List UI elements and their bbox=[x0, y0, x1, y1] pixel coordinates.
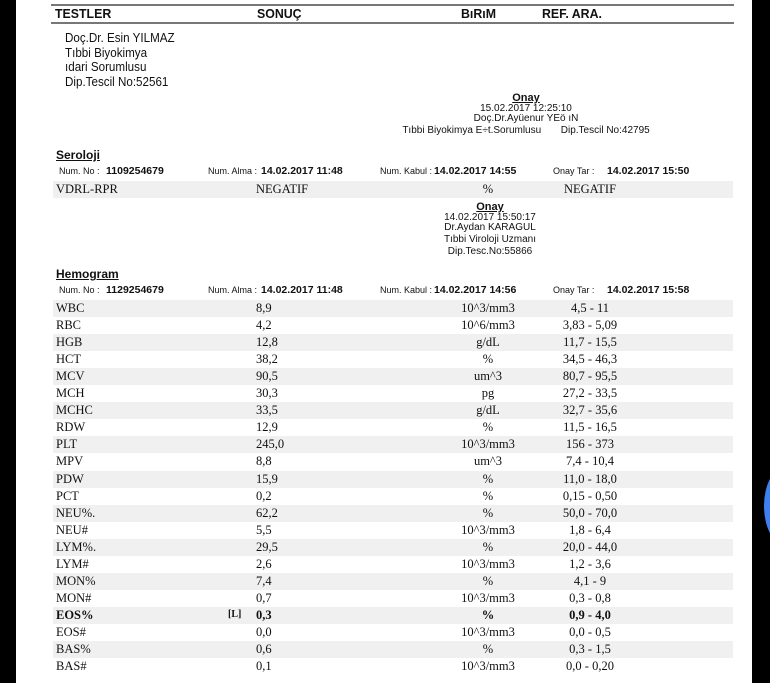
num-kabul-label: Num. Kabul : bbox=[380, 166, 433, 176]
section-title-seroloji: Seroloji bbox=[56, 148, 101, 162]
test-unit: 10^3/mm3 bbox=[461, 437, 515, 452]
test-name: HCT bbox=[56, 352, 81, 367]
test-name: LYM# bbox=[56, 556, 89, 571]
test-name: BAS# bbox=[56, 659, 87, 674]
test-result: 0,7 bbox=[256, 590, 272, 605]
approval-block-top bbox=[376, 92, 676, 136]
test-name: PCT bbox=[56, 488, 79, 503]
approval-title: Onay bbox=[476, 201, 504, 213]
table-row bbox=[53, 505, 733, 522]
test-unit: 10^3/mm3 bbox=[461, 590, 515, 605]
test-reference: 4,1 - 9 bbox=[573, 573, 607, 588]
signature-role: ıdari Sorumlusu bbox=[65, 60, 147, 74]
onay-tar-value: 14.02.2017 15:50 bbox=[607, 165, 690, 177]
test-reference: 0,9 - 4,0 bbox=[569, 607, 611, 622]
test-unit: 10^3/mm3 bbox=[461, 624, 515, 639]
approval-tescil: Dip.Tescil No:42795 bbox=[560, 125, 650, 136]
hemogram-meta bbox=[56, 285, 734, 299]
num-alma-value: 14.02.2017 11:48 bbox=[261, 165, 343, 177]
test-name: BAS% bbox=[56, 642, 91, 656]
abnormal-flag: [L] bbox=[228, 608, 242, 620]
test-reference: 1,2 - 3,6 bbox=[569, 556, 611, 571]
test-result: 38,2 bbox=[256, 352, 278, 367]
test-result: 30,3 bbox=[256, 386, 278, 401]
test-reference: 3,83 - 5,09 bbox=[562, 318, 618, 333]
signature-tescil: Dip.Tescil No:52561 bbox=[65, 74, 169, 89]
test-name: MON# bbox=[56, 590, 92, 605]
test-name: PLT bbox=[56, 437, 78, 452]
approval-role-line bbox=[376, 126, 676, 136]
approval-title: Onay bbox=[512, 92, 540, 104]
test-reference: 0,3 - 1,5 bbox=[569, 642, 611, 656]
test-name: EOS% bbox=[56, 607, 94, 622]
signature-name: Doç.Dr. Esin YILMAZ bbox=[65, 31, 175, 45]
table-row bbox=[53, 419, 733, 436]
test-reference: 50,0 - 70,0 bbox=[562, 505, 618, 520]
test-result: 0,6 bbox=[256, 642, 272, 656]
test-result: 12,8 bbox=[256, 335, 278, 350]
test-result: 0,1 bbox=[256, 659, 272, 674]
test-reference: 0,3 - 0,8 bbox=[569, 590, 611, 605]
table-row bbox=[53, 522, 733, 539]
test-unit: % bbox=[481, 607, 495, 622]
test-unit: % bbox=[482, 642, 494, 656]
test-name: MPV bbox=[56, 454, 84, 469]
test-result: 15,9 bbox=[256, 471, 278, 486]
test-name: WBC bbox=[56, 301, 85, 315]
test-reference: 32,7 - 35,6 bbox=[562, 403, 618, 418]
test-reference: 7,4 - 10,4 bbox=[566, 454, 614, 469]
test-result: 8,8 bbox=[256, 454, 272, 469]
test-result: 0,0 bbox=[256, 624, 272, 639]
column-header-reference: REF. ARA. bbox=[542, 6, 602, 21]
test-name: VDRL-RPR bbox=[56, 182, 118, 196]
test-result: 245,0 bbox=[256, 437, 285, 452]
test-unit: 10^3/mm3 bbox=[461, 659, 515, 674]
table-row bbox=[53, 471, 733, 488]
num-no-value: 1109254679 bbox=[106, 165, 164, 177]
test-reference: 11,5 - 16,5 bbox=[563, 420, 617, 435]
test-unit: % bbox=[482, 539, 494, 554]
test-reference: 4,5 - 11 bbox=[570, 301, 610, 315]
approval-tescil: Dip.Tesc.No:55866 bbox=[447, 246, 533, 257]
table-row bbox=[53, 351, 733, 368]
test-name: MCV bbox=[56, 369, 85, 384]
test-reference: 0,0 - 0,20 bbox=[566, 659, 614, 674]
test-result: 90,5 bbox=[256, 369, 278, 384]
header-bottom-rule bbox=[51, 22, 734, 24]
test-result: 29,5 bbox=[256, 539, 278, 554]
column-header-tests: TESTLER bbox=[55, 6, 112, 21]
test-result: 5,5 bbox=[256, 522, 272, 537]
table-row bbox=[53, 539, 733, 556]
table-row bbox=[53, 317, 733, 334]
onay-tar-label: Onay Tar : bbox=[553, 285, 595, 295]
table-row bbox=[53, 624, 733, 641]
test-unit: % bbox=[482, 471, 494, 486]
test-result: 12,9 bbox=[256, 420, 278, 435]
num-kabul-value: 14.02.2017 14:56 bbox=[434, 284, 517, 296]
num-no-value: 1129254679 bbox=[106, 284, 164, 296]
test-unit: um^3 bbox=[473, 454, 503, 469]
num-kabul-label: Num. Kabul : bbox=[380, 285, 433, 295]
table-row bbox=[53, 300, 733, 317]
approval-name: Doç.Dr.Ayüenur YEö ıN bbox=[473, 113, 579, 124]
test-name: MCHC bbox=[56, 403, 93, 418]
test-unit: 10^3/mm3 bbox=[461, 301, 515, 315]
test-result: 2,6 bbox=[256, 556, 272, 571]
test-unit: g/dL bbox=[476, 403, 500, 418]
seroloji-meta bbox=[56, 166, 734, 180]
approval-name: Dr.Aydan KARAGUL bbox=[444, 222, 536, 233]
table-row bbox=[53, 436, 733, 453]
approval-datetime: 15.02.2017 12:25:10 bbox=[480, 103, 572, 114]
onay-tar-label: Onay Tar : bbox=[553, 166, 595, 176]
table-row bbox=[53, 573, 733, 590]
test-unit: % bbox=[482, 182, 494, 196]
table-row bbox=[53, 402, 733, 419]
header-top-rule bbox=[51, 4, 734, 6]
num-no-label: Num. No : bbox=[59, 166, 100, 176]
test-name: NEU%. bbox=[56, 505, 96, 520]
test-reference: 27,2 - 33,5 bbox=[562, 386, 618, 401]
test-unit: pg bbox=[481, 386, 495, 401]
test-name: RDW bbox=[56, 420, 86, 435]
approval-role: Tıbbi Viroloji Uzmanı bbox=[443, 234, 537, 245]
floating-action-indicator[interactable] bbox=[764, 468, 770, 544]
test-result: 4,2 bbox=[256, 318, 272, 333]
table-row bbox=[53, 658, 733, 675]
test-unit: g/dL bbox=[476, 335, 500, 350]
test-result: 7,4 bbox=[256, 573, 272, 588]
test-reference: NEGATIF bbox=[563, 182, 617, 196]
test-reference: 11,7 - 15,5 bbox=[563, 335, 617, 350]
num-kabul-value: 14.02.2017 14:55 bbox=[434, 165, 517, 177]
test-name: EOS# bbox=[56, 624, 86, 639]
test-result: 62,2 bbox=[256, 505, 278, 520]
approval-block-seroloji bbox=[410, 201, 570, 257]
test-name: MCH bbox=[56, 386, 85, 401]
test-reference: 156 - 373 bbox=[566, 437, 614, 452]
table-row bbox=[53, 181, 733, 198]
report-page bbox=[16, 0, 752, 683]
test-reference: 80,7 - 95,5 bbox=[562, 369, 618, 384]
test-unit: 10^3/mm3 bbox=[461, 522, 515, 537]
section-title-hemogram: Hemogram bbox=[56, 267, 119, 281]
table-row bbox=[53, 368, 733, 385]
test-reference: 20,0 - 44,0 bbox=[562, 539, 618, 554]
test-reference: 0,15 - 0,50 bbox=[562, 488, 618, 503]
test-name: MON% bbox=[56, 573, 96, 588]
table-row bbox=[53, 556, 733, 573]
test-unit: % bbox=[482, 488, 494, 503]
table-row bbox=[53, 641, 733, 658]
test-unit: um^3 bbox=[473, 369, 503, 384]
test-name: LYM%. bbox=[56, 539, 97, 554]
table-row bbox=[53, 488, 733, 505]
test-reference: 11,0 - 18,0 bbox=[563, 471, 617, 486]
table-row bbox=[53, 590, 733, 607]
test-reference: 1,8 - 6,4 bbox=[569, 522, 611, 537]
test-unit: 10^3/mm3 bbox=[461, 556, 515, 571]
column-header-result: SONUÇ bbox=[257, 6, 302, 21]
table-row bbox=[53, 453, 733, 470]
table-row bbox=[53, 334, 733, 351]
num-no-label: Num. No : bbox=[59, 285, 100, 295]
test-reference: 0,0 - 0,5 bbox=[569, 624, 611, 639]
test-name: NEU# bbox=[56, 522, 88, 537]
signature-department: Tıbbi Biyokimya bbox=[65, 45, 148, 60]
num-alma-label: Num. Alma : bbox=[208, 285, 258, 295]
test-name: PDW bbox=[56, 471, 84, 486]
onay-tar-value: 14.02.2017 15:58 bbox=[607, 284, 690, 296]
table-row bbox=[53, 607, 733, 624]
test-reference: 34,5 - 46,3 bbox=[562, 352, 618, 367]
test-unit: 10^6/mm3 bbox=[461, 318, 515, 333]
test-unit: % bbox=[482, 505, 494, 520]
approval-datetime: 14.02.2017 15:50:17 bbox=[444, 212, 536, 223]
test-result: 33,5 bbox=[256, 403, 278, 418]
column-header-unit: BıRıM bbox=[461, 6, 497, 21]
test-result: 0,2 bbox=[256, 488, 272, 503]
responsible-signature bbox=[65, 31, 175, 89]
num-alma-value: 14.02.2017 11:48 bbox=[261, 284, 343, 296]
test-unit: % bbox=[482, 352, 494, 367]
test-result: 0,3 bbox=[256, 607, 272, 622]
test-unit: % bbox=[482, 420, 494, 435]
test-unit: % bbox=[482, 573, 494, 588]
test-name: HGB bbox=[56, 335, 83, 350]
num-alma-label: Num. Alma : bbox=[208, 166, 258, 176]
test-result: NEGATIF bbox=[256, 182, 309, 196]
test-result: 8,9 bbox=[256, 301, 272, 315]
table-row bbox=[53, 385, 733, 402]
test-name: RBC bbox=[56, 318, 82, 333]
approval-role: Tıbbi Biyokimya E÷t.Sorumlusu bbox=[402, 125, 542, 136]
